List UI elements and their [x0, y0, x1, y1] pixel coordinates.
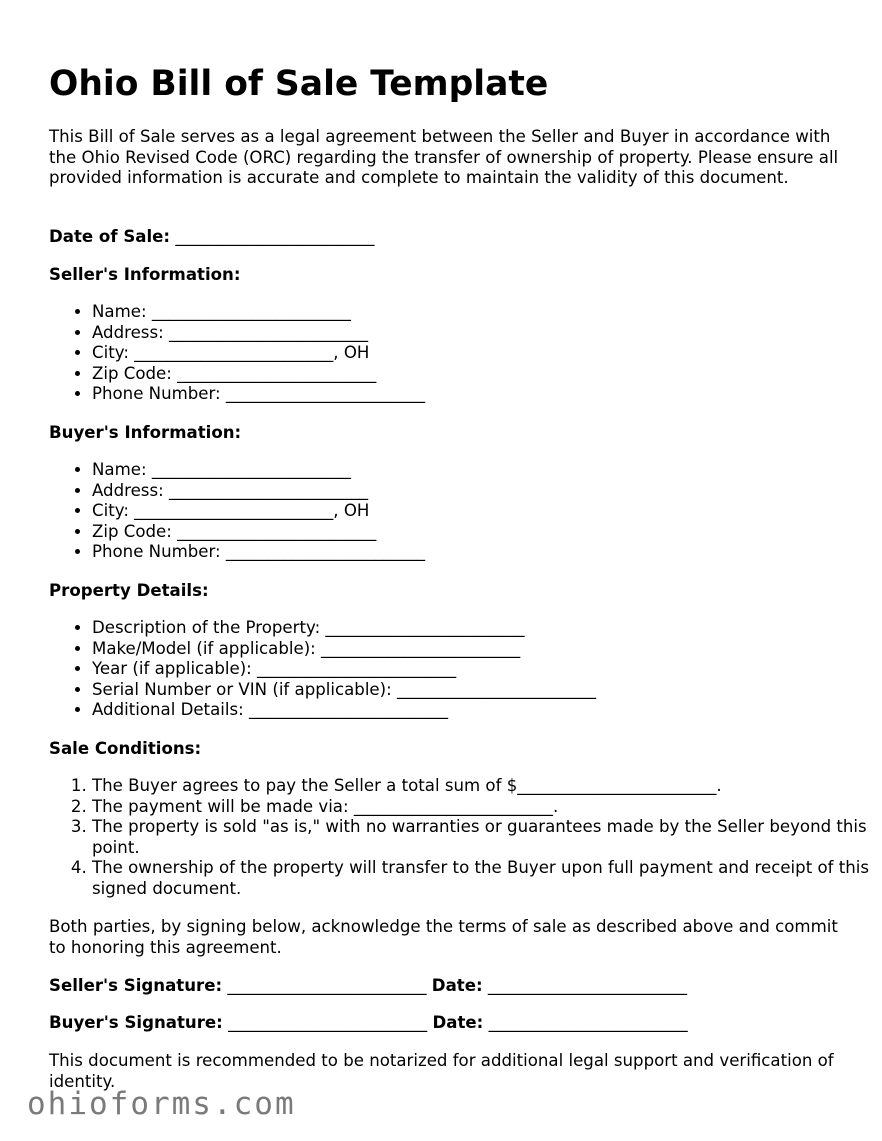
buyer-list — [49, 460, 882, 563]
conditions-heading: Sale Conditions: — [49, 739, 202, 758]
list-item: • Address: ________________________ — [92, 481, 882, 502]
list-item: • City: ________________________, OH — [92, 343, 882, 364]
list-item: 2. The payment will be made via: ________________________. — [92, 797, 882, 818]
list-item: 4. The ownership of the property will transfer to the Buyer upon full payment and receipt of this signed document. — [92, 858, 882, 899]
seller-list — [49, 302, 882, 405]
list-item: 1. The Buyer agrees to pay the Seller a total sum of $________________________. — [92, 776, 882, 797]
property-list — [49, 618, 882, 721]
acknowledgement-paragraph: Both parties, by signing below, acknowledge the terms of sale as described above and commit to honoring this agreement. — [49, 917, 838, 957]
buyer-signature-blank: ________________________ — [228, 1013, 428, 1032]
list-item: • Name: ________________________ — [92, 460, 882, 481]
seller-date-label: Date: — [431, 976, 483, 995]
seller-signature-line — [49, 976, 849, 997]
list-item: • Name: ________________________ — [92, 302, 882, 323]
list-item: • Serial Number or VIN (if applicable): ________________________ — [92, 680, 882, 701]
date-of-sale-label: Date of Sale: — [49, 227, 171, 246]
buyer-date-label: Date: — [432, 1013, 484, 1032]
list-item: • Year (if applicable): ________________________ — [92, 659, 882, 680]
date-of-sale-line — [49, 227, 849, 248]
seller-signature-blank: ________________________ — [227, 976, 427, 995]
list-item: • Description of the Property: ________________________ — [92, 618, 882, 639]
conditions-list — [49, 776, 882, 900]
intro-paragraph: This Bill of Sale serves as a legal agreement between the Seller and Buyer in accordance with the Ohio Revised Code (ORC) regarding the transfer of ownership of property. Please ensure all provided information is accurate and complete to maintain the validity of this document. — [49, 127, 839, 188]
list-item: • City: ________________________, OH — [92, 501, 882, 522]
list-item: • Phone Number: ________________________ — [92, 542, 882, 563]
list-item: • Zip Code: ________________________ — [92, 522, 882, 543]
date-of-sale-blank: ________________________ — [175, 227, 375, 246]
list-item: • Additional Details: ________________________ — [92, 700, 882, 721]
buyer-signature-label: Buyer's Signature: — [49, 1013, 223, 1032]
notary-note: This document is recommended to be notarized for additional legal support and verification of identity. — [49, 1051, 834, 1091]
list-item: • Zip Code: ________________________ — [92, 364, 882, 385]
list-item: • Phone Number: ________________________ — [92, 384, 882, 405]
page-title: Ohio Bill of Sale Template — [49, 64, 549, 104]
seller-date-blank: ________________________ — [487, 976, 687, 995]
list-item: • Make/Model (if applicable): ________________________ — [92, 639, 882, 660]
list-item: • Address: ________________________ — [92, 323, 882, 344]
buyer-heading: Buyer's Information: — [49, 423, 242, 442]
buyer-date-blank: ________________________ — [488, 1013, 688, 1032]
seller-signature-label: Seller's Signature: — [49, 976, 223, 995]
buyer-signature-line — [49, 1013, 849, 1034]
seller-heading: Seller's Information: — [49, 265, 241, 284]
list-item: 3. The property is sold "as is," with no warranties or guarantees made by the Seller beyond this point. — [92, 817, 882, 858]
property-heading: Property Details: — [49, 581, 209, 600]
watermark-logo: ohioforms.com — [27, 1086, 296, 1122]
